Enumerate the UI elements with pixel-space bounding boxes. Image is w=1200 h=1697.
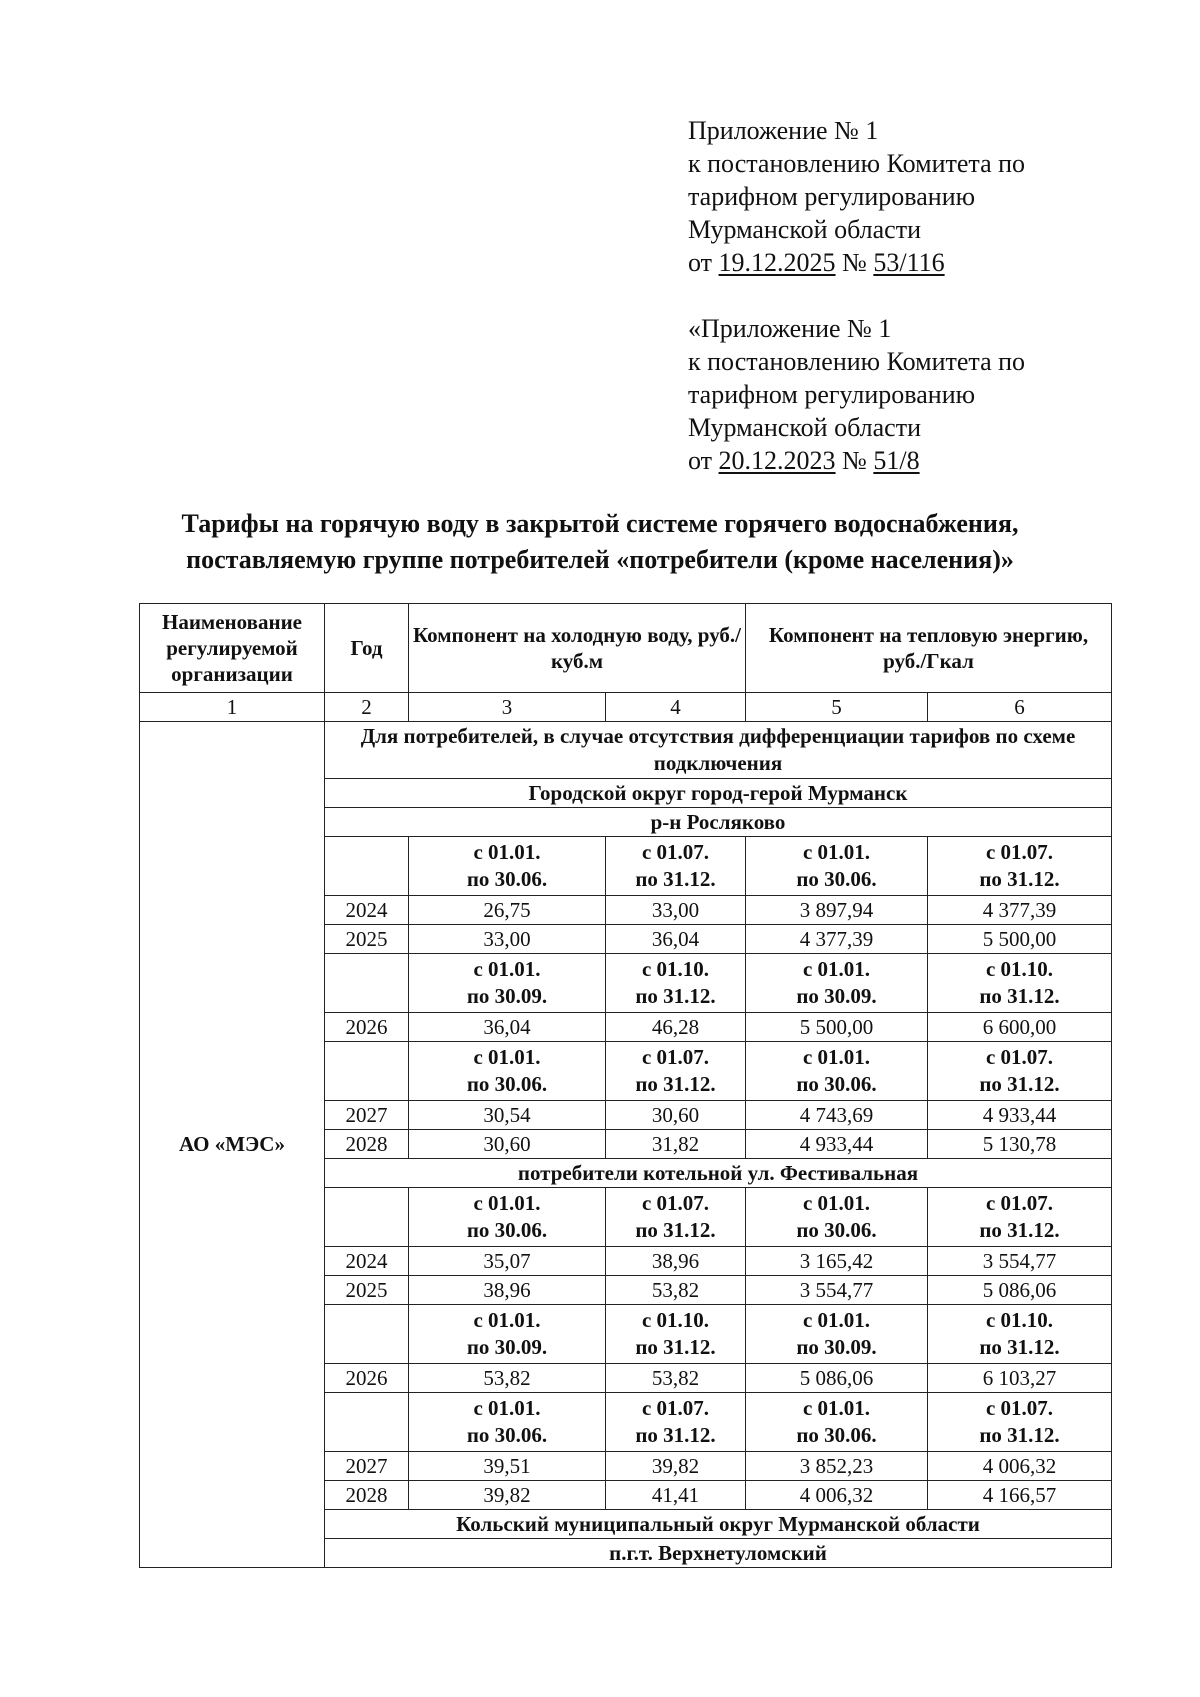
tariff-value: 4 377,39 [746, 925, 928, 954]
period-to: по 31.12. [635, 984, 716, 1008]
tariff-value: 36,04 [409, 1013, 606, 1042]
tariff-value: 39,82 [409, 1481, 606, 1510]
tariff-value: 6 600,00 [928, 1013, 1112, 1042]
period-to: по 30.06. [466, 1072, 548, 1096]
period-from: с 01.01. [473, 957, 541, 981]
period-from: с 01.07. [985, 840, 1054, 864]
period-to: по 31.12. [979, 984, 1060, 1008]
section-title: Кольский муниципальный округ Мурманской области [325, 1510, 1112, 1539]
table-header-row [140, 604, 1112, 693]
section-title: Для потребителей, в случае отсутствия дифференциации тарифов по схеме подключения [325, 722, 1112, 779]
year-cell-empty [325, 1042, 409, 1101]
period-from: с 01.01. [473, 1045, 541, 1069]
period-to: по 31.12. [635, 867, 716, 891]
period-from: с 01.07. [641, 1045, 710, 1069]
year-cell-empty [325, 954, 409, 1013]
tariff-value: 35,07 [409, 1247, 606, 1276]
period-cell [606, 954, 746, 1013]
period-from: с 01.07. [641, 1396, 710, 1420]
period-from: с 01.10. [641, 957, 710, 981]
tariff-value: 5 086,06 [746, 1364, 928, 1393]
tariff-value: 5 130,78 [928, 1130, 1112, 1159]
period-cell [409, 1305, 606, 1364]
period-to: по 31.12. [979, 867, 1060, 891]
period-to: по 30.06. [466, 1423, 548, 1447]
organization-name: АО «МЭС» [140, 722, 325, 1568]
period-cell [606, 1393, 746, 1452]
period-from: с 01.07. [641, 840, 710, 864]
tariff-value: 30,60 [606, 1101, 746, 1130]
period-cell [928, 954, 1112, 1013]
tariff-value: 33,00 [606, 896, 746, 925]
tariff-value: 39,51 [409, 1452, 606, 1481]
tariff-value: 4 006,32 [746, 1481, 928, 1510]
period-from: с 01.10. [985, 957, 1054, 981]
period-to: по 31.12. [635, 1218, 716, 1242]
tariff-value: 3 554,77 [928, 1247, 1112, 1276]
appendix-line: Мурманской области [688, 413, 921, 442]
column-number: 3 [409, 693, 606, 722]
period-to: по 31.12. [979, 1218, 1060, 1242]
period-from: с 01.01. [802, 1396, 871, 1420]
period-to: по 30.06. [466, 1218, 548, 1242]
year-cell: 2025 [325, 925, 409, 954]
appendix-line: тарифном регулированию [688, 380, 976, 409]
period-to: по 30.09. [796, 1335, 877, 1359]
tariff-value: 5 500,00 [928, 925, 1112, 954]
tariff-value: 5 086,06 [928, 1276, 1112, 1305]
date-prefix: от [688, 446, 719, 475]
period-from: с 01.01. [473, 1396, 541, 1420]
header-heat-energy: Компонент на тепловую энергию, руб./Гкал [746, 604, 1112, 693]
section-row [140, 722, 1112, 779]
period-to: по 30.09. [796, 984, 877, 1008]
period-to: по 31.12. [635, 1423, 716, 1447]
period-to: по 31.12. [979, 1335, 1060, 1359]
period-from: с 01.01. [802, 1191, 871, 1215]
period-cell [606, 837, 746, 896]
period-from: с 01.01. [473, 1308, 541, 1332]
tariff-value: 4 743,69 [746, 1101, 928, 1130]
appendix-line: тарифном регулированию [688, 182, 976, 211]
appendix-date-line [688, 444, 1025, 477]
column-number-row [140, 693, 1112, 722]
period-cell [746, 1393, 928, 1452]
period-cell [746, 1042, 928, 1101]
title-line: поставляемую группе потребителей «потребители (кроме населения)» [186, 545, 1014, 574]
document-title [0, 506, 1200, 578]
header-year: Год [325, 604, 409, 693]
period-to: по 30.06. [796, 867, 877, 891]
tariff-value: 26,75 [409, 896, 606, 925]
period-from: с 01.01. [802, 840, 871, 864]
tariff-value: 53,82 [606, 1276, 746, 1305]
period-from: с 01.07. [641, 1191, 710, 1215]
period-from: с 01.01. [802, 1045, 871, 1069]
year-cell: 2027 [325, 1452, 409, 1481]
resolution-number: 51/8 [873, 446, 920, 475]
year-cell: 2028 [325, 1481, 409, 1510]
period-cell [409, 837, 606, 896]
tariff-value: 38,96 [409, 1276, 606, 1305]
period-cell [746, 954, 928, 1013]
period-cell [928, 1305, 1112, 1364]
period-from: с 01.01. [473, 1191, 541, 1215]
year-cell: 2027 [325, 1101, 409, 1130]
appendix-line: Мурманской области [688, 215, 921, 244]
period-to: по 31.12. [979, 1423, 1060, 1447]
column-number: 5 [746, 693, 928, 722]
period-cell [409, 954, 606, 1013]
section-title: р-н Росляково [325, 808, 1112, 837]
year-cell-empty [325, 837, 409, 896]
appendix-line: Приложение № 1 [688, 116, 879, 145]
tariff-value: 3 165,42 [746, 1247, 928, 1276]
tariff-value: 4 933,44 [928, 1101, 1112, 1130]
year-cell: 2025 [325, 1276, 409, 1305]
year-cell-empty [325, 1188, 409, 1247]
period-cell [928, 1188, 1112, 1247]
period-cell [409, 1042, 606, 1101]
year-cell: 2026 [325, 1364, 409, 1393]
tariff-value: 4 933,44 [746, 1130, 928, 1159]
period-from: с 01.10. [985, 1308, 1054, 1332]
year-cell: 2026 [325, 1013, 409, 1042]
appendix-date-line [688, 246, 1025, 279]
tariff-value: 30,54 [409, 1101, 606, 1130]
appendix-line: к постановлению Комитета по [688, 149, 1026, 178]
tariff-value: 53,82 [409, 1364, 606, 1393]
period-to: по 30.06. [796, 1423, 877, 1447]
tariff-value: 4 166,57 [928, 1481, 1112, 1510]
tariff-value: 30,60 [409, 1130, 606, 1159]
number-prefix: № [835, 446, 874, 475]
year-cell: 2028 [325, 1130, 409, 1159]
period-cell [928, 1042, 1112, 1101]
period-from: с 01.01. [802, 957, 871, 981]
period-cell [606, 1042, 746, 1101]
tariff-value: 31,82 [606, 1130, 746, 1159]
period-cell [746, 1305, 928, 1364]
period-from: с 01.01. [802, 1308, 871, 1332]
period-to: по 30.09. [466, 1335, 548, 1359]
period-from: с 01.01. [473, 840, 541, 864]
section-title: п.г.т. Верхнетуломский [325, 1539, 1112, 1568]
section-title: Городской округ город-герой Мурманск [325, 779, 1112, 808]
column-number: 2 [325, 693, 409, 722]
tariff-value: 53,82 [606, 1364, 746, 1393]
period-to: по 30.06. [466, 867, 548, 891]
column-number: 6 [928, 693, 1112, 722]
period-cell [606, 1305, 746, 1364]
tariff-value: 46,28 [606, 1013, 746, 1042]
tariff-value: 3 897,94 [746, 896, 928, 925]
year-cell-empty [325, 1393, 409, 1452]
tariff-value: 4 006,32 [928, 1452, 1112, 1481]
appendix-line: «Приложение № 1 [688, 314, 892, 343]
period-from: с 01.10. [641, 1308, 710, 1332]
appendix-header-current [688, 114, 1025, 279]
tariff-value: 3 852,23 [746, 1452, 928, 1481]
period-cell [746, 1188, 928, 1247]
tariff-value: 39,82 [606, 1452, 746, 1481]
period-cell [409, 1393, 606, 1452]
tariff-value: 6 103,27 [928, 1364, 1112, 1393]
period-cell [928, 1393, 1112, 1452]
tariff-value: 41,41 [606, 1481, 746, 1510]
tariff-value: 36,04 [606, 925, 746, 954]
tariff-value: 4 377,39 [928, 896, 1112, 925]
appendix-header-original [688, 312, 1025, 477]
column-number: 4 [606, 693, 746, 722]
header-cold-water: Компонент на холодную воду, руб./куб.м [409, 604, 746, 693]
tariff-value: 3 554,77 [746, 1276, 928, 1305]
resolution-date: 19.12.2025 [718, 248, 836, 277]
period-cell [746, 837, 928, 896]
period-to: по 31.12. [635, 1072, 716, 1096]
number-prefix: № [835, 248, 874, 277]
year-cell: 2024 [325, 896, 409, 925]
period-cell [409, 1188, 606, 1247]
period-to: по 30.09. [466, 984, 548, 1008]
resolution-number: 53/116 [873, 248, 945, 277]
section-title: потребители котельной ул. Фестивальная [325, 1159, 1112, 1188]
resolution-date: 20.12.2023 [718, 446, 836, 475]
period-to: по 31.12. [979, 1072, 1060, 1096]
date-prefix: от [688, 248, 719, 277]
column-number: 1 [140, 693, 325, 722]
period-to: по 30.06. [796, 1218, 877, 1242]
period-to: по 31.12. [635, 1335, 716, 1359]
tariff-table [139, 603, 1112, 1568]
period-cell [928, 837, 1112, 896]
year-cell: 2024 [325, 1247, 409, 1276]
year-cell-empty [325, 1305, 409, 1364]
period-from: с 01.07. [985, 1191, 1054, 1215]
tariff-value: 5 500,00 [746, 1013, 928, 1042]
header-org: Наименование регулируемой организации [140, 604, 325, 693]
title-line: Тарифы на горячую воду в закрытой системе горячего водоснабжения, [181, 509, 1019, 538]
period-from: с 01.07. [985, 1396, 1054, 1420]
appendix-line: к постановлению Комитета по [688, 347, 1026, 376]
period-from: с 01.07. [985, 1045, 1054, 1069]
tariff-value: 33,00 [409, 925, 606, 954]
tariff-value: 38,96 [606, 1247, 746, 1276]
period-to: по 30.06. [796, 1072, 877, 1096]
period-cell [606, 1188, 746, 1247]
